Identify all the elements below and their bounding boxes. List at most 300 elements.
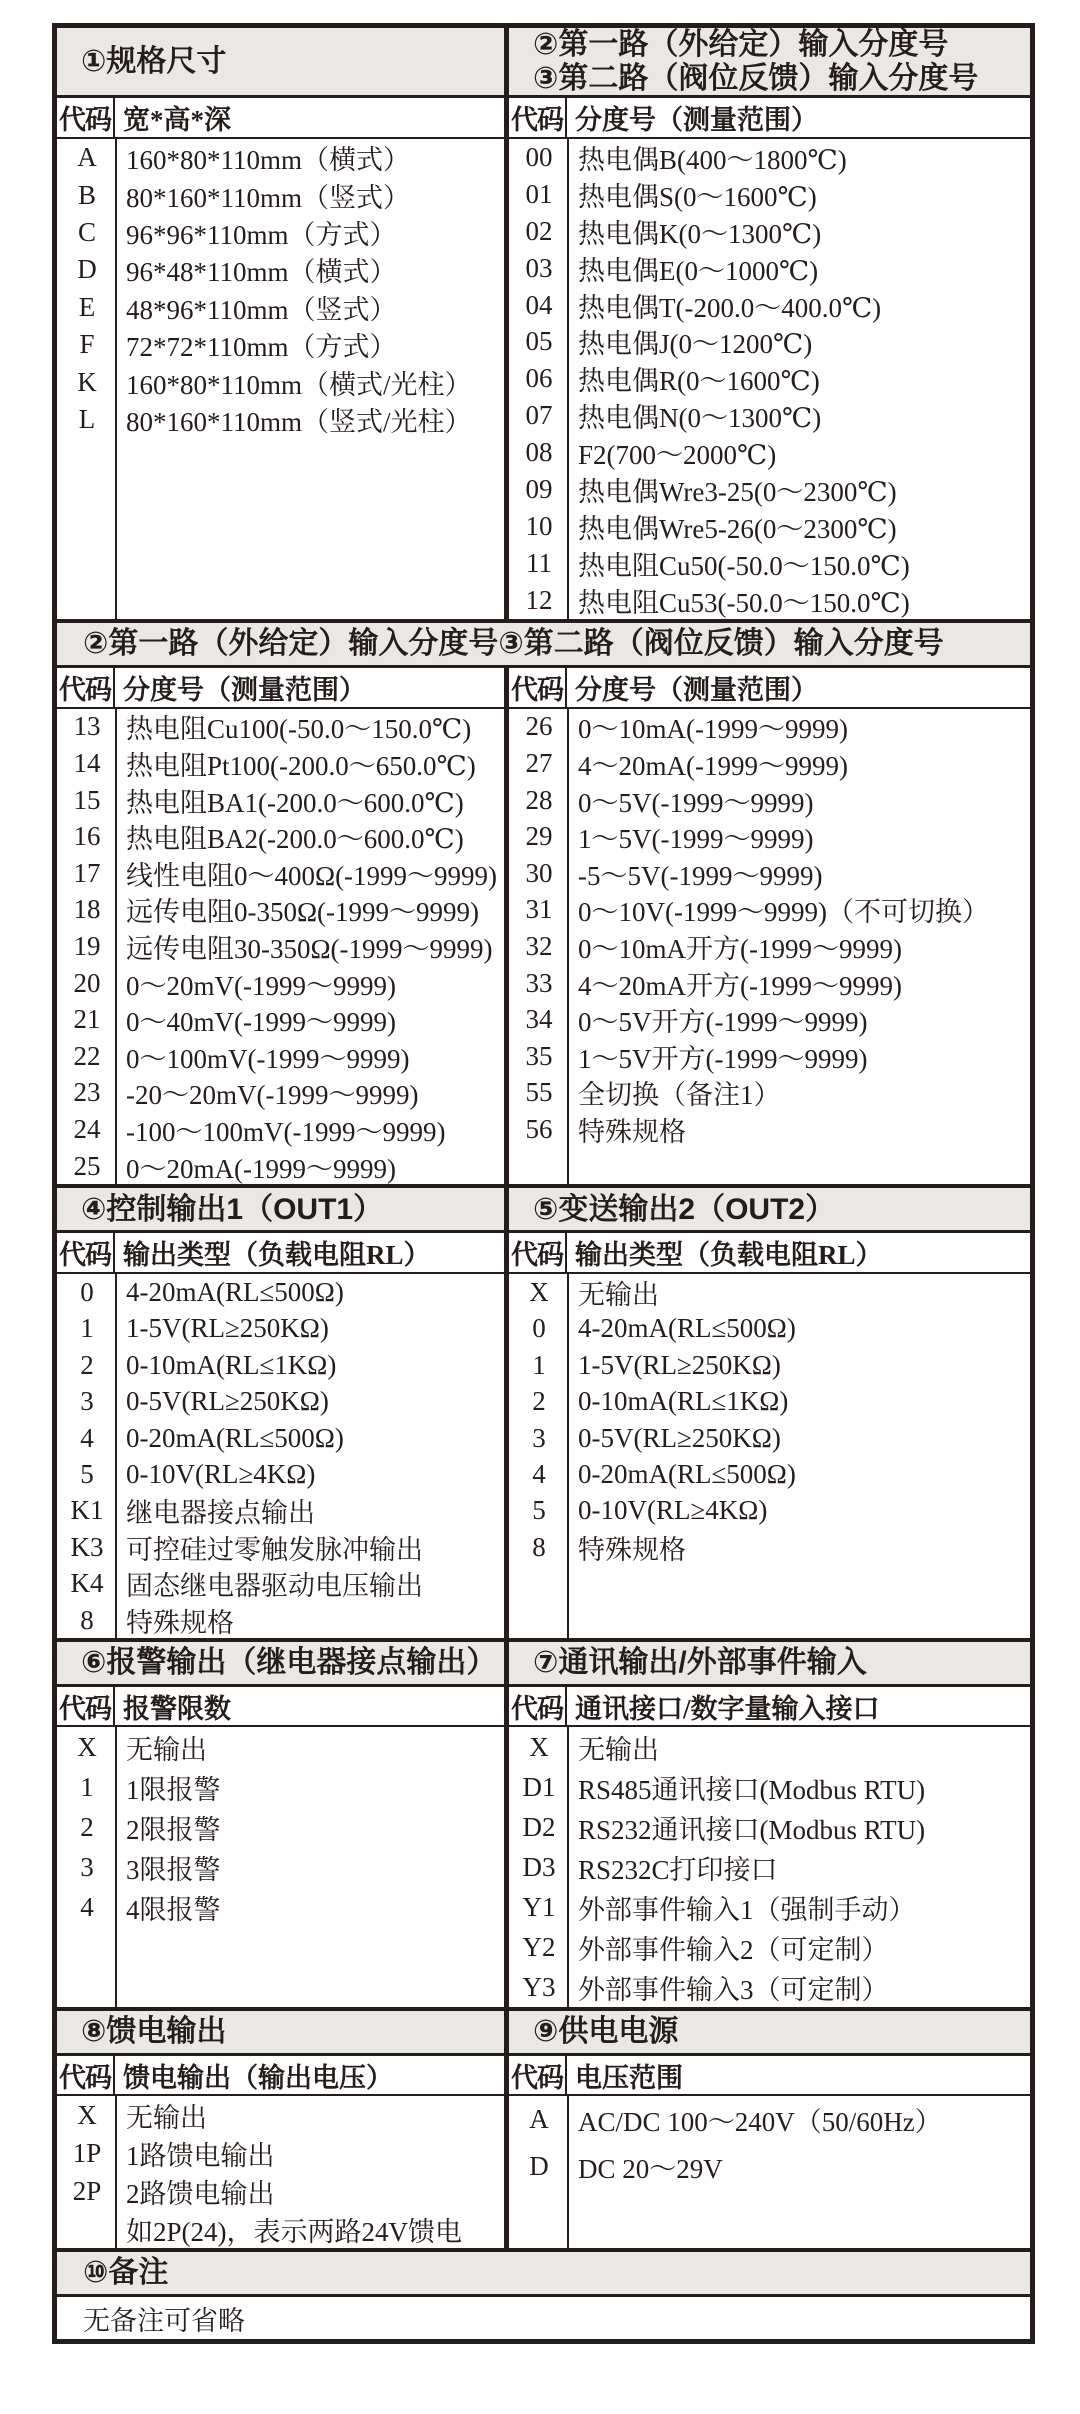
table-row: [509, 745, 1030, 782]
table-row: [509, 139, 1030, 176]
row-code: 28: [525, 784, 553, 815]
row-code: X: [77, 2099, 97, 2130]
row-desc: 4～20mA开方(-1999～9999): [578, 970, 902, 1001]
row-desc: 热电偶N(0～1300℃): [578, 403, 822, 434]
input-rows-right: [509, 709, 1030, 1185]
section-6-colhead: [57, 1687, 504, 1727]
section-5-title-text: ⑤变送输出2（OUT2）: [533, 1192, 836, 1226]
section-4-colhead: [57, 1233, 504, 1274]
table-row: [509, 1807, 1030, 1847]
section-8-title-text: ⑧馈电输出: [81, 2015, 227, 2049]
colhead-right: [509, 668, 1030, 709]
row-code: A: [529, 2104, 549, 2135]
row-desc: 1～5V开方(-1999～9999): [578, 1043, 868, 1074]
row-code: 55: [525, 1077, 553, 1108]
desc-column-header: 报警限数: [123, 1693, 231, 1724]
row-code: 4: [80, 1422, 94, 1453]
section-7-comm: [509, 1642, 1030, 2007]
table-row: [57, 363, 504, 400]
table-row: [57, 1001, 504, 1038]
section-2-3-input-top: [509, 28, 1030, 619]
row-code: 02: [525, 215, 553, 246]
table-row: [57, 1847, 504, 1887]
row-code: X: [529, 1731, 549, 1762]
section-4-title-text: ④控制输出1（OUT1）: [81, 1192, 384, 1226]
row-desc: 0～5V(-1999～9999): [578, 787, 814, 818]
row-desc: 2路馈电输出: [126, 2178, 275, 2209]
table-row: [57, 1111, 504, 1148]
row-code: X: [77, 1731, 97, 1762]
table-row: [509, 1767, 1030, 1807]
row-code: 4: [532, 1458, 546, 1489]
row-desc: 0-5V(RL≥250KΩ): [578, 1422, 781, 1453]
section-2-3-rows: [509, 139, 1030, 619]
row-code: 06: [525, 363, 553, 394]
row-code: Y3: [522, 1971, 556, 2002]
table-row: [57, 1274, 504, 1310]
row-code: Y1: [522, 1891, 556, 1922]
row-code: 56: [525, 1113, 553, 1144]
section-3-title-text: ③第二路（阀位反馈）输入分度号: [533, 61, 979, 95]
row-desc: 继电器接点输出: [126, 1498, 315, 1529]
row-desc: 热电阻Cu100(-50.0～150.0℃): [126, 714, 472, 745]
row-code: 17: [73, 857, 101, 888]
section-5-out2: [509, 1188, 1030, 1638]
section-2-3-continued-title-text: ②第一路（外给定）输入分度号③第二路（阀位反馈）输入分度号: [83, 626, 944, 660]
table-row: [57, 1311, 504, 1347]
desc-column-header: 宽*高*深: [123, 105, 231, 135]
row-code: D: [77, 254, 97, 285]
row-code: E: [78, 291, 96, 322]
table-row: [509, 928, 1030, 965]
section-9-colhead: [509, 2056, 1030, 2096]
table-row: [57, 1493, 504, 1529]
row-code: K: [77, 366, 97, 397]
table-row: [509, 545, 1030, 582]
section-8-colhead: [57, 2056, 504, 2096]
row-desc: 外部事件输入3（可定制）: [578, 1974, 889, 2005]
table-row: [509, 1887, 1030, 1927]
row-desc: 热电阻BA2(-200.0～600.0℃): [126, 824, 464, 855]
code-column-header: 代码: [509, 1233, 567, 1272]
table-row: [57, 965, 504, 1002]
row-code: 26: [525, 711, 553, 742]
row-desc: 热电阻Cu50(-50.0～150.0℃): [578, 550, 910, 581]
row-desc: 3限报警: [126, 1854, 221, 1885]
table-row: [509, 471, 1030, 508]
row-desc: RS485通讯接口(Modbus RTU): [578, 1774, 926, 1805]
row-code: B: [77, 179, 96, 210]
row-desc: 0～100mV(-1999～9999): [126, 1043, 410, 1074]
section-6-alarm: [57, 1642, 509, 2007]
row-desc: 特殊规格: [578, 1534, 686, 1565]
row-desc: 热电偶Wre3-25(0～2300℃): [578, 476, 897, 507]
desc-column-header: 输出类型（负载电阻RL）: [123, 1240, 431, 1271]
row-desc: 远传电阻30-350Ω(-1999～9999): [126, 933, 493, 964]
row-code: 3: [80, 1851, 94, 1882]
band-power: [57, 2011, 1030, 2252]
band-alarm-comm: [57, 1642, 1030, 2011]
table-row: [57, 782, 504, 819]
row-code: 8: [532, 1531, 546, 1562]
row-code: 8: [80, 1604, 94, 1635]
table-row: [509, 176, 1030, 213]
row-code: 09: [525, 473, 553, 504]
row-code: Y2: [522, 1931, 556, 1962]
row-code: K4: [70, 1568, 104, 1599]
row-desc: RS232C打印接口: [578, 1854, 778, 1885]
table-row: [509, 2096, 1030, 2143]
row-desc: 热电偶T(-200.0～400.0℃): [578, 292, 882, 323]
code-column-header: 代码: [57, 1233, 115, 1272]
row-desc: 0～10mA开方(-1999～9999): [578, 933, 902, 964]
row-code: F: [79, 329, 95, 360]
row-code: 14: [73, 747, 101, 778]
desc-column-header: 电压范围: [575, 2062, 683, 2093]
row-desc: 热电偶B(400～1800℃): [578, 144, 847, 175]
row-code: 0: [80, 1276, 94, 1307]
row-code: 07: [525, 400, 553, 431]
code-column-header: 代码: [509, 668, 567, 707]
row-code: 23: [73, 1077, 101, 1108]
table-row: [57, 1565, 504, 1601]
row-code: 30: [525, 857, 553, 888]
table-row: [509, 397, 1030, 434]
table-row: [509, 250, 1030, 287]
section-6-title-text: ⑥报警输出（继电器接点输出）: [81, 1646, 497, 1680]
row-desc: 1-5V(RL≥250KΩ): [578, 1349, 781, 1380]
row-code: 20: [73, 967, 101, 998]
row-desc: 0-5V(RL≥250KΩ): [126, 1386, 329, 1417]
table-row: [57, 2096, 504, 2134]
code-column-header: 代码: [509, 98, 567, 137]
band-remark: [57, 2252, 1030, 2339]
row-desc: 热电偶R(0～1600℃): [578, 366, 820, 397]
row-code: 21: [73, 1004, 101, 1035]
code-column-header: 代码: [57, 668, 115, 707]
section-8-feed: [57, 2011, 509, 2248]
table-row: [509, 709, 1030, 746]
row-code: 32: [525, 930, 553, 961]
section-9-rows: [509, 2096, 1030, 2248]
row-desc: 80*160*110mm（竖式/光柱）: [126, 406, 472, 437]
row-code: K3: [70, 1531, 104, 1562]
section-2-title-text: ②第一路（外给定）输入分度号: [533, 27, 949, 61]
row-desc: F2(700～2000℃): [578, 440, 777, 471]
row-desc: 热电偶K(0～1300℃): [578, 218, 822, 249]
row-code: 04: [525, 289, 553, 320]
row-desc: 热电阻Pt100(-200.0～650.0℃): [126, 750, 476, 781]
row-code: 08: [525, 437, 553, 468]
table-row: [509, 1847, 1030, 1887]
section-5-rows: [509, 1274, 1030, 1638]
table-row: [57, 1529, 504, 1565]
row-code: 03: [525, 252, 553, 283]
row-code: 15: [73, 784, 101, 815]
section-1-colhead: [57, 98, 504, 139]
row-code: 5: [80, 1458, 94, 1489]
table-row: [57, 855, 504, 892]
section-1-rows: [57, 139, 504, 619]
colhead-left: [57, 668, 504, 709]
section-10-title: [57, 2252, 1030, 2297]
row-code: A: [77, 142, 97, 173]
row-desc: -100～100mV(-1999～9999): [126, 1116, 446, 1147]
row-desc: 热电偶S(0～1600℃): [578, 181, 817, 212]
table-row: [509, 818, 1030, 855]
row-desc: 4～20mA(-1999～9999): [578, 750, 848, 781]
table-row: [509, 2143, 1030, 2190]
row-desc: 0-20mA(RL≤500Ω): [578, 1458, 796, 1489]
row-desc: RS232通讯接口(Modbus RTU): [578, 1814, 926, 1845]
table-row: [509, 360, 1030, 397]
row-code: 1P: [72, 2137, 102, 2168]
table-row: [509, 1001, 1030, 1038]
input-rows-left: [57, 709, 504, 1185]
row-code: D1: [522, 1771, 556, 1802]
row-desc: 热电阻Cu53(-50.0～150.0℃): [578, 587, 910, 618]
table-row: [57, 1602, 504, 1638]
row-code: L: [78, 403, 96, 434]
table-row: [509, 1111, 1030, 1148]
row-code: 2: [532, 1386, 546, 1417]
table-row: [509, 1727, 1030, 1767]
row-desc: AC/DC 100～240V（50/60Hz）: [578, 2107, 942, 2138]
row-desc: 4-20mA(RL≤500Ω): [126, 1276, 344, 1307]
row-code: 01: [525, 178, 553, 209]
row-code: 29: [525, 821, 553, 852]
row-code: 35: [525, 1040, 553, 1071]
section-9-title: [509, 2011, 1030, 2056]
row-code: 3: [80, 1386, 94, 1417]
row-desc: 96*96*110mm（方式）: [126, 219, 397, 250]
table-row: [57, 1383, 504, 1419]
row-code: 16: [73, 821, 101, 852]
row-code: 18: [73, 894, 101, 925]
table-row: [509, 1420, 1030, 1456]
desc-column-header: 分度号（测量范围）: [575, 674, 818, 705]
row-desc: 特殊规格: [126, 1607, 234, 1638]
row-code: 1: [80, 1313, 94, 1344]
row-code: 19: [73, 930, 101, 961]
desc-column-header: 输出类型（负载电阻RL）: [575, 1240, 883, 1271]
row-code: 13: [73, 711, 101, 742]
table-row: [509, 1347, 1030, 1383]
desc-column-header: 分度号（测量范围）: [123, 674, 366, 705]
row-desc: 4限报警: [126, 1894, 221, 1925]
row-code: 2: [80, 1349, 94, 1380]
row-code: 33: [525, 967, 553, 998]
table-row: [57, 1807, 504, 1847]
row-desc: 0-10V(RL≥4KΩ): [126, 1458, 316, 1489]
row-desc: -5～5V(-1999～9999): [578, 860, 823, 891]
table-row: [57, 251, 504, 288]
row-desc: 96*48*110mm（横式）: [126, 257, 397, 288]
table-row: [57, 2172, 504, 2210]
row-code: 5: [532, 1495, 546, 1526]
table-row: [57, 892, 504, 929]
row-code: 2P: [72, 2175, 102, 2206]
section-4-title: [57, 1188, 504, 1233]
code-column-header: 代码: [509, 1687, 567, 1725]
table-row: [57, 289, 504, 326]
row-code: D3: [522, 1851, 556, 1882]
band-input-continued: [57, 623, 1030, 1189]
row-desc: 1路馈电输出: [126, 2140, 275, 2171]
row-desc: 无输出: [578, 1734, 659, 1765]
row-desc: DC 20～29V: [578, 2154, 723, 2185]
row-code: C: [77, 216, 96, 247]
row-code: X: [529, 1276, 549, 1307]
table-row: [57, 1727, 504, 1767]
desc-column-header: 通讯接口/数字量输入接口: [575, 1693, 880, 1724]
section-8-title: [57, 2011, 504, 2056]
section-5-title: [509, 1188, 1030, 1233]
table-row: [509, 213, 1030, 250]
desc-column-header: 分度号（测量范围）: [575, 105, 818, 135]
table-row: [57, 1767, 504, 1807]
row-desc: 外部事件输入1（强制手动）: [578, 1894, 916, 1925]
row-code: 0: [532, 1313, 546, 1344]
input-codes-13-25: [57, 668, 509, 1185]
section-5-colhead: [509, 1233, 1030, 1274]
section-2-3-title: [509, 28, 1030, 98]
table-row: [57, 709, 504, 746]
table-row: [57, 139, 504, 176]
section-7-rows: [509, 1727, 1030, 2007]
table-row: [509, 1274, 1030, 1310]
table-row: [509, 287, 1030, 324]
row-desc: 72*72*110mm（方式）: [126, 332, 397, 363]
section-1-size: [57, 28, 509, 619]
row-desc: 热电偶J(0～1200℃): [578, 329, 813, 360]
row-desc: 外部事件输入2（可定制）: [578, 1934, 889, 1965]
row-desc: 0～40mV(-1999～9999): [126, 1007, 396, 1038]
table-row: [57, 928, 504, 965]
band-size-and-input: [57, 28, 1030, 623]
row-code: 4: [80, 1891, 94, 1922]
row-desc: -20～20mV(-1999～9999): [126, 1080, 419, 1111]
row-desc: 48*96*110mm（竖式）: [126, 294, 397, 325]
row-desc: 1-5V(RL≥250KΩ): [126, 1313, 329, 1344]
table-row: [509, 1529, 1030, 1565]
section-2-3-colhead: [509, 98, 1030, 139]
row-code: 25: [73, 1150, 101, 1181]
row-desc: 无输出: [578, 1280, 659, 1310]
table-row: [509, 1967, 1030, 2007]
row-code: 11: [526, 547, 552, 578]
row-desc: 热电偶E(0～1000℃): [578, 255, 819, 286]
row-code: 27: [525, 747, 553, 778]
table-row: [57, 1456, 504, 1492]
row-desc: 如2P(24)，表示两路24V馈电: [126, 2216, 462, 2247]
row-code: 22: [73, 1040, 101, 1071]
table-row: [509, 508, 1030, 545]
table-row: [57, 401, 504, 438]
table-row: [509, 892, 1030, 929]
row-code: 34: [525, 1004, 553, 1035]
row-desc: 0-10mA(RL≤1KΩ): [126, 1349, 337, 1380]
desc-column-header: 馈电输出（输出电压）: [123, 2062, 393, 2093]
row-desc: 2限报警: [126, 1814, 221, 1845]
row-desc: 无输出: [126, 1734, 207, 1765]
band-outputs: [57, 1188, 1030, 1642]
table-row: [57, 326, 504, 363]
section-4-out1: [57, 1188, 509, 1638]
table-row: [509, 1038, 1030, 1075]
row-desc: 固态继电器驱动电压输出: [126, 1571, 423, 1602]
row-desc: 0～10mA(-1999～9999): [578, 714, 848, 745]
table-row: [57, 1887, 504, 1927]
row-code: 00: [525, 141, 553, 172]
ordering-spec-table: [52, 23, 1035, 2344]
section-4-rows: [57, 1274, 504, 1638]
row-desc: 可控硅过零触发脉冲输出: [126, 1534, 423, 1565]
row-code: D2: [522, 1811, 556, 1842]
table-row: [509, 782, 1030, 819]
row-desc: 4-20mA(RL≤500Ω): [578, 1313, 796, 1344]
row-code: 1: [80, 1771, 94, 1802]
row-desc: 0-20mA(RL≤500Ω): [126, 1422, 344, 1453]
table-row: [57, 818, 504, 855]
row-desc: 160*80*110mm（横式/光柱）: [126, 369, 472, 400]
section-7-colhead: [509, 1687, 1030, 1727]
table-row: [57, 1038, 504, 1075]
table-row: [509, 965, 1030, 1002]
row-code: 05: [525, 326, 553, 357]
row-desc: 全切换（备注1）: [578, 1080, 781, 1111]
table-row: [509, 323, 1030, 360]
table-row: [509, 1456, 1030, 1492]
section-9-supply: [509, 2011, 1030, 2248]
section-10-title-text: ⑩备注: [83, 2256, 169, 2290]
row-code: 24: [73, 1113, 101, 1144]
row-code: K1: [70, 1495, 104, 1526]
row-desc: 1～5V(-1999～9999): [578, 824, 814, 855]
input-codes-26-56: [509, 668, 1030, 1185]
row-desc: 0～10V(-1999～9999)（不可切换）: [578, 897, 989, 928]
table-row: [509, 1927, 1030, 1967]
table-row: [57, 745, 504, 782]
table-row: [509, 582, 1030, 619]
section-2-3-continued-body: [57, 668, 1030, 1185]
row-desc: 热电阻BA1(-200.0～600.0℃): [126, 787, 464, 818]
section-7-title-text: ⑦通讯输出/外部事件输入: [533, 1646, 867, 1680]
section-6-title: [57, 1642, 504, 1687]
remark-note: 无备注可省略: [83, 2305, 245, 2336]
row-code: 2: [80, 1811, 94, 1842]
table-row: [57, 2210, 504, 2248]
section-9-title-text: ⑨供电电源: [533, 2015, 679, 2049]
row-desc: 线性电阻0～400Ω(-1999～9999): [126, 860, 498, 891]
row-desc: 0-10mA(RL≤1KΩ): [578, 1386, 789, 1417]
section-1-title-text: ①规格尺寸: [81, 44, 227, 78]
row-code: 12: [525, 584, 553, 615]
table-row: [57, 1347, 504, 1383]
code-column-header: 代码: [57, 2056, 115, 2094]
section-1-title: [57, 28, 504, 98]
row-desc: 特殊规格: [578, 1116, 686, 1147]
row-code: D: [529, 2151, 549, 2182]
row-desc: 热电偶Wre5-26(0～2300℃): [578, 513, 897, 544]
section-2-3-continued-title: [57, 623, 1030, 668]
row-code: 10: [525, 510, 553, 541]
code-column-header: 代码: [57, 98, 115, 137]
table-row: [509, 1493, 1030, 1529]
table-row: [509, 434, 1030, 471]
table-row: [57, 214, 504, 251]
row-desc: 160*80*110mm（横式）: [126, 145, 411, 176]
